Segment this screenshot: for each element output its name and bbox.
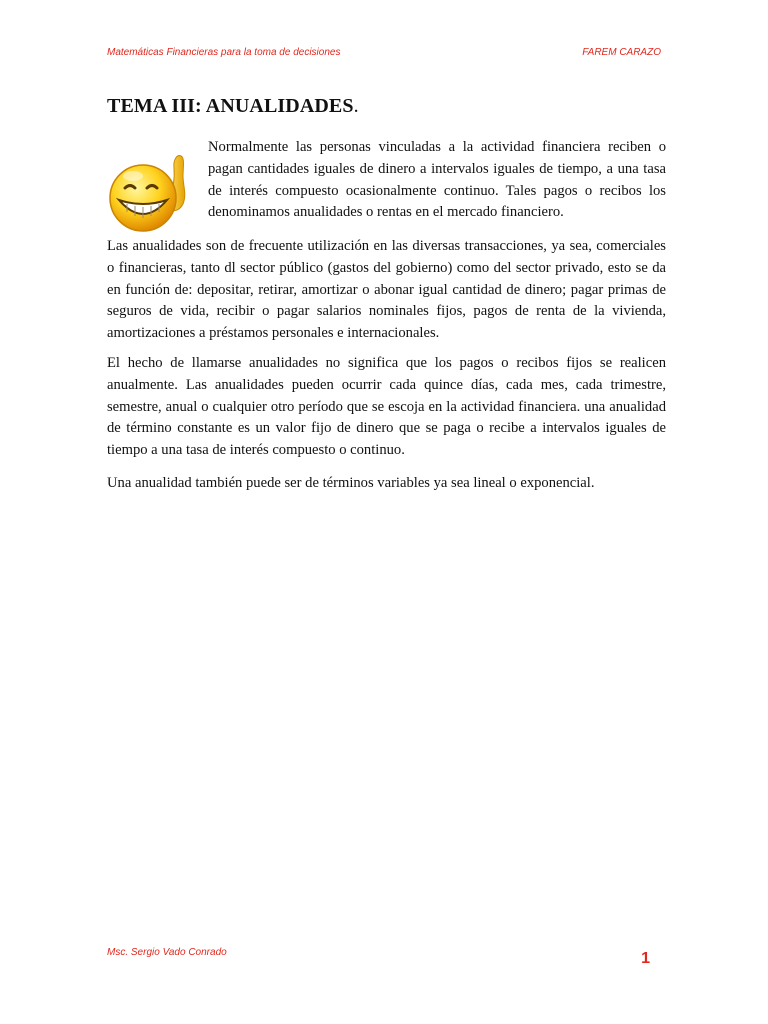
paragraph-uses: Las anualidades son de frecuente utilización en las diversas transacciones, ya sea, comerciales o financieras, tanto dl sector público (gastos del gobierno) como del sector privado, esto se da en función de: depositar, retirar, amortizar o abonar igual cantidad de dinero; pagar primas de seguros de vida, recibir o pagar salarios nominales fijos, pagos de renta de la vivienda, amortizaciones a préstamos personales e internacionales. [107, 238, 666, 342]
thumbs-up-smiley-icon [103, 150, 199, 234]
paragraph-frequency: El hecho de llamarse anualidades no significa que los pagos o recibos fijos se realicen anualmente. Las anualidades pueden ocurrir cada quince días, cada mes, cada trimestre, semestre, anual o cualquier otro período que se escoja en la actividad financiera. una anualidad de término constante es un valor fijo de dinero que se paga o recibe a intervalos iguales de tiempo a una tasa de interés compuesto o continuo. [107, 355, 666, 459]
page-header [107, 47, 661, 63]
paragraph-intro: Normalmente las personas vinculadas a la actividad financiera reciben o pagan cantidades iguales de dinero a intervalos iguales de tiempo, a una tasa de interés compuesto ocasionalmente continuo. Tales pagos o recibos los denominamos anualidades o rentas en el mercado financiero. [208, 139, 666, 221]
header-course-title: Matemáticas Financieras para la toma de decisiones [107, 47, 341, 58]
footer-author: Msc. Sergio Vado Conrado [107, 947, 227, 958]
page-number: 1 [641, 950, 650, 967]
page-title-text: TEMA III: ANUALIDADES [107, 95, 354, 117]
paragraph-variable-terms: Una anualidad también puede ser de términos variables ya sea lineal o exponencial. [107, 475, 595, 491]
header-institution: FAREM CARAZO [582, 47, 661, 58]
page-title-dot: . [353, 95, 359, 117]
page-title [107, 95, 359, 118]
